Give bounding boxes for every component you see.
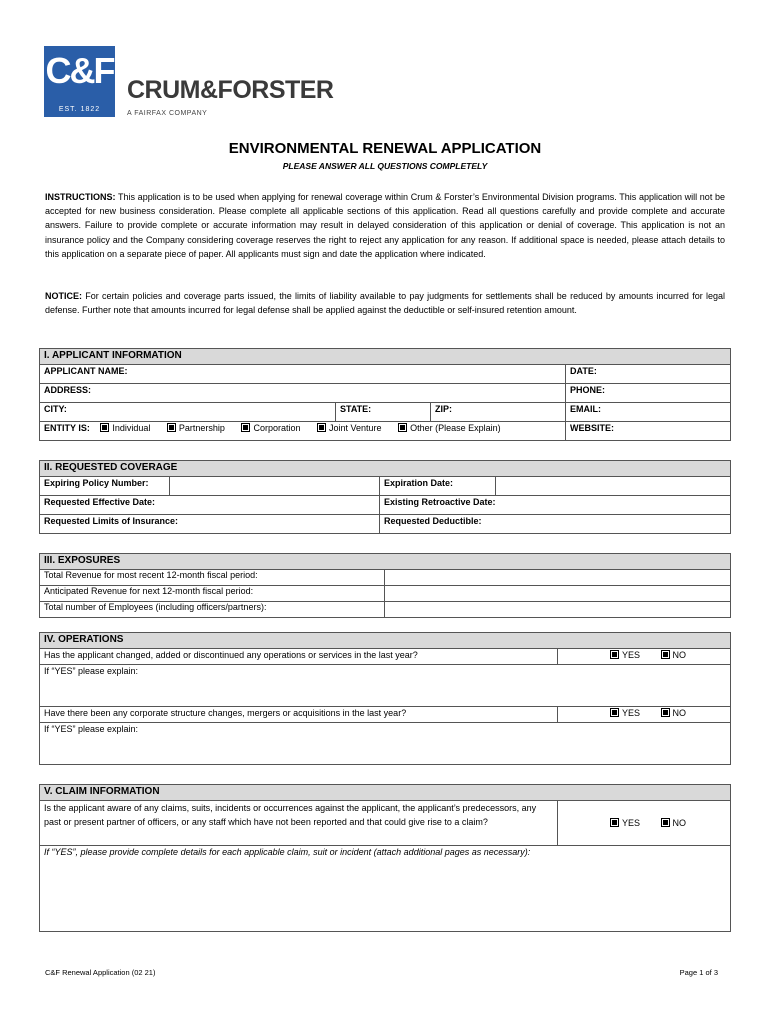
expiration-date-label: Expiration Date: (380, 477, 496, 496)
checkbox-icon (241, 423, 250, 432)
section-header: II. REQUESTED COVERAGE (40, 461, 731, 477)
exposure-label: Total number of Employees (including officers/partners): (40, 602, 385, 618)
website-field[interactable]: WEBSITE: (566, 422, 731, 441)
operations-q1-answer (558, 649, 731, 665)
claim-answer (558, 801, 731, 846)
exposure-input[interactable] (385, 586, 731, 602)
operations-section (39, 632, 731, 765)
entity-corporation-checkbox[interactable]: Corporation (241, 423, 300, 433)
yes-checkbox[interactable]: YES (610, 708, 640, 718)
checkbox-icon (100, 423, 109, 432)
section-header: III. EXPOSURES (40, 554, 731, 570)
claim-question: Is the applicant aware of any claims, suits, incidents or occurrences against the applicant, the applicant’s predecessors, any past or present partner of officers, or any staff which have not been reported and that could give rise to a claim? (40, 801, 558, 846)
claim-information-section (39, 784, 731, 932)
entity-joint-venture-checkbox[interactable]: Joint Venture (317, 423, 382, 433)
logo-established: EST. 1822 (58, 106, 101, 113)
expiring-policy-label: Expiring Policy Number: (40, 477, 170, 496)
exposure-input[interactable] (385, 570, 731, 586)
applicant-name-field[interactable]: APPLICANT NAME: (40, 365, 566, 384)
operations-explain-2[interactable]: If “YES” please explain: (40, 723, 731, 765)
limits-field[interactable]: Requested Limits of Insurance: (40, 515, 380, 534)
yes-checkbox[interactable]: YES (610, 650, 640, 660)
notice-paragraph (45, 289, 725, 317)
section-header: I. APPLICANT INFORMATION (40, 349, 731, 365)
page-title: ENVIRONMENTAL RENEWAL APPLICATION (228, 140, 542, 157)
zip-field[interactable]: ZIP: (431, 403, 566, 422)
checkbox-icon (398, 423, 407, 432)
logo-mark-text: C&F (45, 50, 114, 91)
checkbox-icon (661, 818, 670, 827)
entity-label: ENTITY IS: (44, 423, 90, 433)
effective-date-field[interactable]: Requested Effective Date: (40, 496, 380, 515)
no-checkbox[interactable]: NO (661, 650, 687, 660)
city-field[interactable]: CITY: (40, 403, 336, 422)
exposure-label: Total Revenue for most recent 12-month fiscal period: (40, 570, 385, 586)
email-field[interactable]: EMAIL: (566, 403, 731, 422)
address-field[interactable]: ADDRESS: (40, 384, 566, 403)
checkbox-icon (167, 423, 176, 432)
yes-checkbox[interactable]: YES (610, 818, 640, 828)
page-subtitle: PLEASE ANSWER ALL QUESTIONS COMPLETELY (282, 161, 488, 171)
company-name: CRUM&FORSTER (127, 76, 334, 104)
no-checkbox[interactable]: NO (661, 708, 687, 718)
checkbox-icon (661, 650, 670, 659)
applicant-information-section (39, 348, 731, 441)
checkbox-icon (610, 818, 619, 827)
checkbox-icon (610, 650, 619, 659)
entity-type-row (40, 422, 566, 441)
entity-partnership-checkbox[interactable]: Partnership (167, 423, 225, 433)
retroactive-date-field[interactable]: Existing Retroactive Date: (380, 496, 731, 515)
exposure-input[interactable] (385, 602, 731, 618)
state-field[interactable]: STATE: (336, 403, 431, 422)
expiration-date-input[interactable] (496, 477, 731, 496)
notice-text: For certain policies and coverage parts issued, the limits of liability available to pay judgments for settlements shall be reduced by amounts incurred for legal defense. Further note that amounts incurred for legal defense shall be applied against the deductible or self-insured retention amount. (45, 291, 725, 316)
no-checkbox[interactable]: NO (661, 818, 687, 828)
entity-other-checkbox[interactable]: Other (Please Explain) (398, 423, 501, 433)
operations-question-2: Have there been any corporate structure changes, mergers or acquisitions in the last year? (40, 707, 558, 723)
expiring-policy-input[interactable] (170, 477, 380, 496)
phone-field[interactable]: PHONE: (566, 384, 731, 403)
company-tagline: A FAIRFAX COMPANY (127, 110, 208, 117)
requested-coverage-section (39, 460, 731, 534)
footer-page-number: Page 1 of 3 (679, 968, 718, 977)
operations-question-1: Has the applicant changed, added or discontinued any operations or services in the last year? (40, 649, 558, 665)
footer-form-id: C&F Renewal Application (02 21) (45, 968, 156, 977)
claim-explain[interactable]: If “YES”, please provide complete details for each applicable claim, suit or incident (attach additional pages as necessary): (40, 846, 731, 932)
operations-q2-answer (558, 707, 731, 723)
checkbox-icon (661, 708, 670, 717)
section-header: IV. OPERATIONS (40, 633, 731, 649)
instructions-label: INSTRUCTIONS: (45, 192, 116, 202)
exposure-label: Anticipated Revenue for next 12-month fiscal period: (40, 586, 385, 602)
instructions-paragraph (45, 190, 725, 261)
notice-label: NOTICE: (45, 291, 82, 301)
operations-explain-1[interactable]: If “YES” please explain: (40, 665, 731, 707)
exposures-section (39, 553, 731, 618)
deductible-field[interactable]: Requested Deductible: (380, 515, 731, 534)
date-field[interactable]: DATE: (566, 365, 731, 384)
checkbox-icon (317, 423, 326, 432)
entity-individual-checkbox[interactable]: Individual (100, 423, 150, 433)
company-logo-mark (44, 46, 115, 117)
checkbox-icon (610, 708, 619, 717)
instructions-text: This application is to be used when applying for renewal coverage within Crum & Forster’s Environmental Division programs. This application will not be accepted for new business consideration. Please complete all applicable sections of this application. Read all questions carefully and provide complete and accurate answers. Failure to provide complete or accurate information may result in delayed consideration of this application or denial of coverage. This application is not an insurance policy and the Company considering coverage reserves the right to reject any application for any reason. If additional space is needed, please attach details to this application on a separate piece of paper. All applicants must sign and date the application where indicated. (45, 192, 725, 259)
section-header: V. CLAIM INFORMATION (40, 785, 731, 801)
